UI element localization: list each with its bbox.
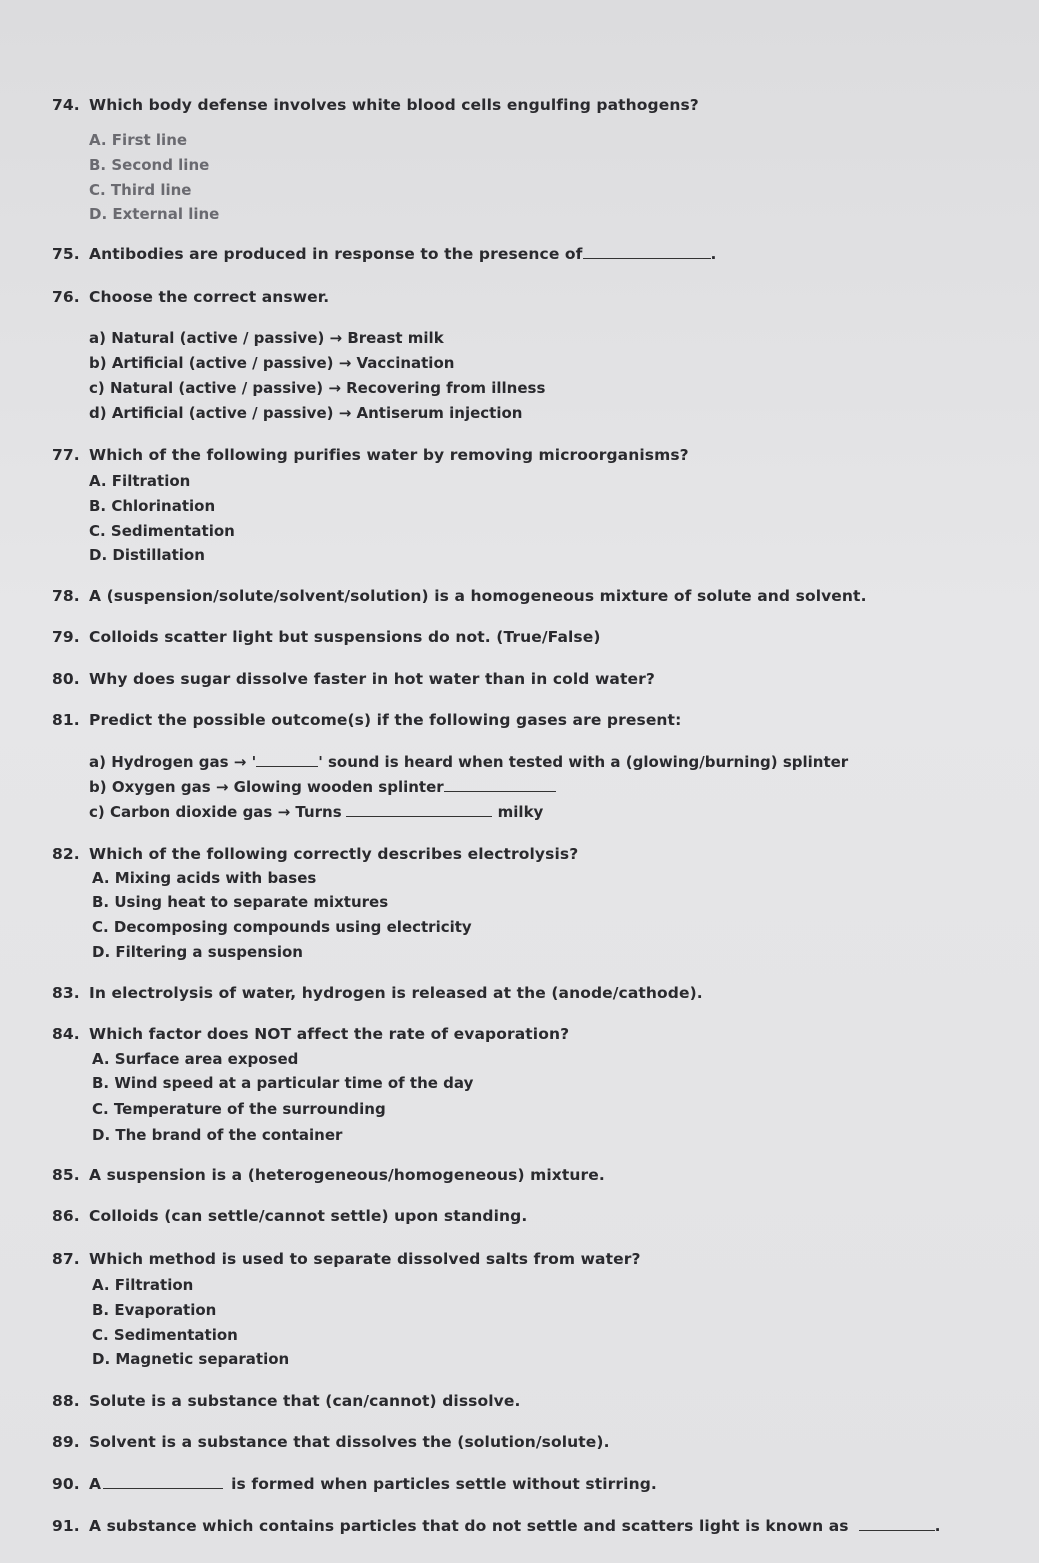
question-90 (52, 1474, 657, 1493)
question-77 (52, 446, 689, 464)
question-pre: A (89, 1475, 102, 1493)
question-tail: . (934, 1517, 941, 1535)
question-text: Why does sugar dissolve faster in hot water than in cold water? (89, 670, 655, 688)
option-87-b: B. Evaporation (92, 1301, 217, 1319)
question-text: A (suspension/solute/solvent/solution) is a homogeneous mixture of solute and solvent. (89, 587, 867, 605)
question-74 (52, 96, 699, 114)
question-84 (52, 1025, 569, 1043)
option-77-b: B. Chlorination (89, 497, 216, 515)
item-81-c (89, 802, 543, 821)
question-text: Predict the possible outcome(s) if the following gases are present: (89, 711, 682, 729)
question-text: Antibodies are produced in response to the presence of (89, 245, 583, 263)
option-82-c: C. Decomposing compounds using electricity (92, 918, 472, 936)
question-text: In electrolysis of water, hydrogen is released at the (anode/cathode). (89, 984, 703, 1002)
item-81-a-post: ' sound is heard when tested with a (glowing/burning) splinter (318, 753, 849, 771)
question-number: 86. (52, 1207, 80, 1225)
question-86 (52, 1207, 527, 1225)
option-82-b: B. Using heat to separate mixtures (92, 893, 389, 911)
question-87 (52, 1250, 641, 1268)
question-76 (52, 288, 329, 306)
item-76-a: a) Natural (active / passive) → Breast milk (89, 329, 444, 347)
option-74-d: D. External line (89, 205, 220, 223)
question-text: Which of the following purifies water by removing microorganisms? (89, 446, 689, 464)
question-79 (52, 628, 601, 646)
item-76-b: b) Artificial (active / passive) → Vaccination (89, 354, 455, 372)
question-text: Colloids scatter light but suspensions do not. (True/False) (89, 628, 601, 646)
question-83 (52, 984, 703, 1002)
item-76-c: c) Natural (active / passive) → Recovering from illness (89, 379, 546, 397)
option-74-c: C. Third line (89, 181, 192, 199)
question-91 (52, 1516, 941, 1535)
item-81-b-pre: b) Oxygen gas → Glowing wooden splinter (89, 778, 444, 796)
question-tail: . (710, 245, 717, 263)
answer-blank[interactable] (859, 1516, 935, 1531)
option-84-b: B. Wind speed at a particular time of the day (92, 1074, 474, 1092)
question-number: 91. (52, 1517, 80, 1535)
question-82 (52, 845, 578, 863)
question-number: 89. (52, 1433, 80, 1451)
item-76-d: d) Artificial (active / passive) → Antiserum injection (89, 404, 523, 422)
option-87-d: D. Magnetic separation (92, 1350, 290, 1368)
question-text: Which body defense involves white blood cells engulfing pathogens? (89, 96, 699, 114)
question-85 (52, 1166, 605, 1184)
option-84-a: A. Surface area exposed (92, 1050, 299, 1068)
item-81-a-pre: a) Hydrogen gas → ' (89, 753, 257, 771)
question-88 (52, 1392, 520, 1410)
answer-blank[interactable] (346, 802, 492, 817)
question-text: Solvent is a substance that dissolves the (solution/solute). (89, 1433, 610, 1451)
option-84-d: D. The brand of the container (92, 1126, 343, 1144)
question-80 (52, 670, 655, 688)
question-number: 83. (52, 984, 80, 1002)
question-text: A suspension is a (heterogeneous/homogeneous) mixture. (89, 1166, 605, 1184)
item-81-a (89, 752, 848, 771)
question-number: 75. (52, 245, 80, 263)
answer-blank[interactable] (583, 244, 711, 259)
option-74-a: A. First line (89, 131, 188, 149)
question-number: 79. (52, 628, 80, 646)
question-81 (52, 711, 681, 729)
question-number: 78. (52, 587, 80, 605)
option-82-d: D. Filtering a suspension (92, 943, 303, 961)
question-number: 90. (52, 1475, 80, 1493)
question-number: 82. (52, 845, 80, 863)
question-text: Colloids (can settle/cannot settle) upon standing. (89, 1207, 528, 1225)
answer-blank[interactable] (103, 1474, 223, 1489)
option-84-c: C. Temperature of the surrounding (92, 1100, 386, 1118)
question-number: 80. (52, 670, 80, 688)
item-81-c-post: milky (497, 803, 544, 821)
question-text: Solute is a substance that (can/cannot) dissolve. (89, 1392, 521, 1410)
question-text: Which of the following correctly describes electrolysis? (89, 845, 579, 863)
question-number: 84. (52, 1025, 80, 1043)
option-87-a: A. Filtration (92, 1276, 194, 1294)
question-75 (52, 244, 717, 263)
option-77-a: A. Filtration (89, 472, 191, 490)
question-89 (52, 1433, 610, 1451)
option-77-c: C. Sedimentation (89, 522, 235, 540)
answer-blank[interactable] (256, 752, 318, 767)
question-number: 88. (52, 1392, 80, 1410)
option-74-b: B. Second line (89, 156, 210, 174)
option-82-a: A. Mixing acids with bases (92, 869, 317, 887)
option-77-d: D. Distillation (89, 546, 205, 564)
question-text: Choose the correct answer. (89, 288, 330, 306)
question-number: 77. (52, 446, 80, 464)
question-number: 85. (52, 1166, 80, 1184)
question-post: is formed when particles settle without stirring. (231, 1475, 657, 1493)
question-text: Which factor does NOT affect the rate of evaporation? (89, 1025, 570, 1043)
question-number: 87. (52, 1250, 80, 1268)
question-78 (52, 587, 867, 605)
question-number: 76. (52, 288, 80, 306)
answer-blank[interactable] (444, 777, 556, 792)
question-number: 74. (52, 96, 80, 114)
option-87-c: C. Sedimentation (92, 1326, 238, 1344)
item-81-c-pre: c) Carbon dioxide gas → Turns (89, 803, 342, 821)
question-text: A substance which contains particles that do not settle and scatters light is known as (89, 1517, 849, 1535)
item-81-b (89, 777, 556, 796)
question-number: 81. (52, 711, 80, 729)
question-text: Which method is used to separate dissolved salts from water? (89, 1250, 641, 1268)
